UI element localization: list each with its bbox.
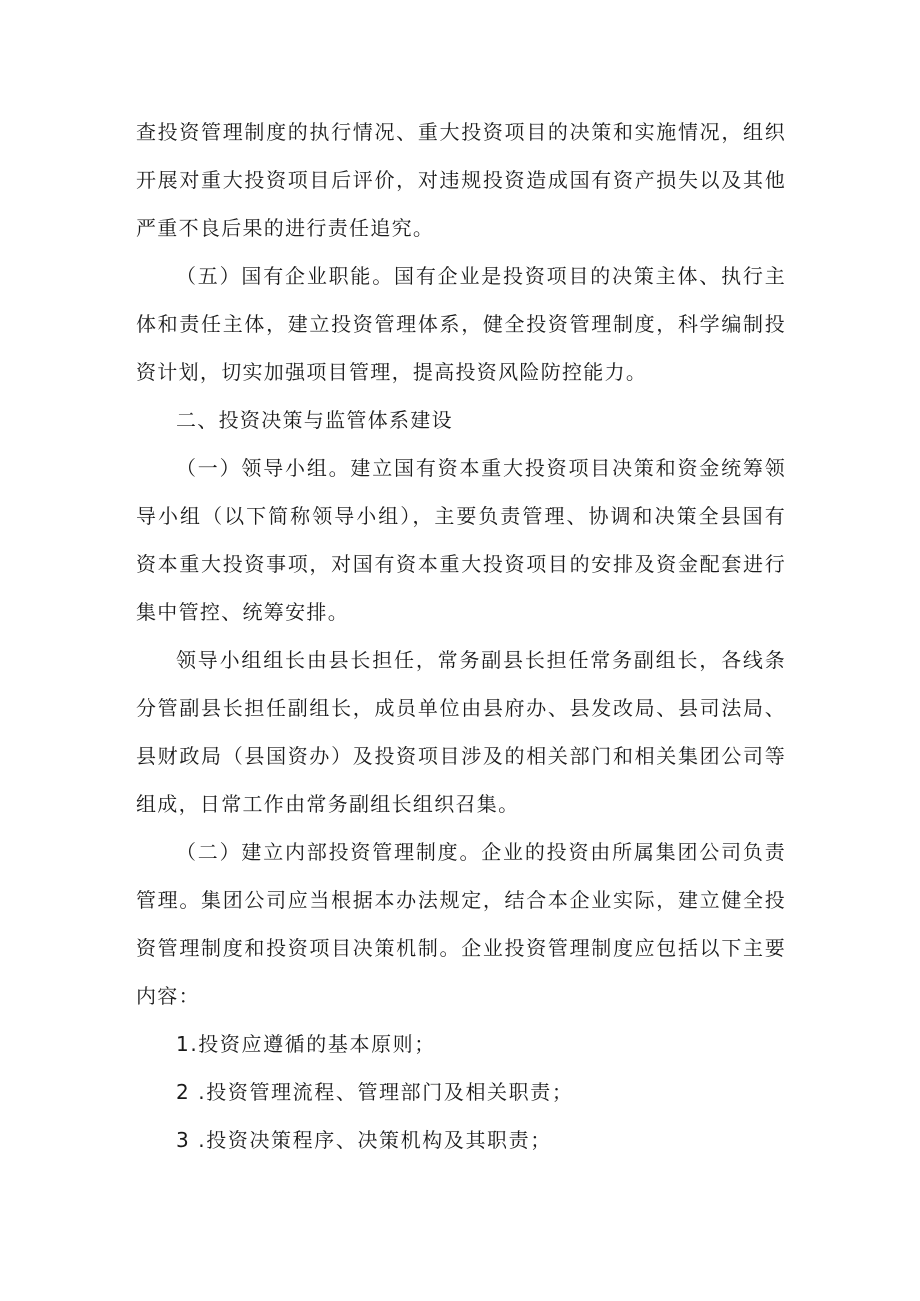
section-heading-investment-decision: 二、投资决策与监管体系建设 bbox=[176, 408, 453, 432]
paragraph-supervision-duties: 查投资管理制度的执行情况、重大投资项目的决策和实施情况，组织开展对重大投资项目后评价，对违规投资造成国有资产损失以及其他严重不良后果的进行责任追究。 bbox=[136, 120, 786, 240]
paragraph-soe-functions: （五）国有企业职能。国有企业是投资项目的决策主体、执行主体和责任主体，建立投资管理体系，健全投资管理制度，科学编制投资计划，切实加强项目管理，提高投资风险防控能力。 bbox=[136, 264, 786, 384]
list-item-principles: 1.投资应遵循的基本原则； bbox=[176, 1032, 436, 1056]
paragraph-internal-management-system: （二）建立内部投资管理制度。企业的投资由所属集团公司负责管理。集团公司应当根据本办法规定，结合本企业实际，建立健全投资管理制度和投资项目决策机制。企业投资管理制度应包括以下主要内容： bbox=[136, 840, 786, 1008]
paragraph-leading-group-members: 领导小组组长由县长担任，常务副县长担任常务副组长，各线条分管副县长担任副组长，成员单位由县府办、县发改局、县司法局、县财政局（县国资办）及投资项目涉及的相关部门和相关集团公司等组成，日常工作由常务副组长组织召集。 bbox=[136, 648, 786, 816]
list-item-management-process: 2 .投资管理流程、管理部门及相关职责； bbox=[176, 1080, 574, 1104]
list-item-decision-procedure: 3 .投资决策程序、决策机构及其职责； bbox=[176, 1128, 552, 1152]
paragraph-leading-group: （一）领导小组。建立国有资本重大投资项目决策和资金统筹领导小组（以下简称领导小组），主要负责管理、协调和决策全县国有资本重大投资事项，对国有资本重大投资项目的安排及资金配套进行集中管控、统筹安排。 bbox=[136, 456, 786, 624]
